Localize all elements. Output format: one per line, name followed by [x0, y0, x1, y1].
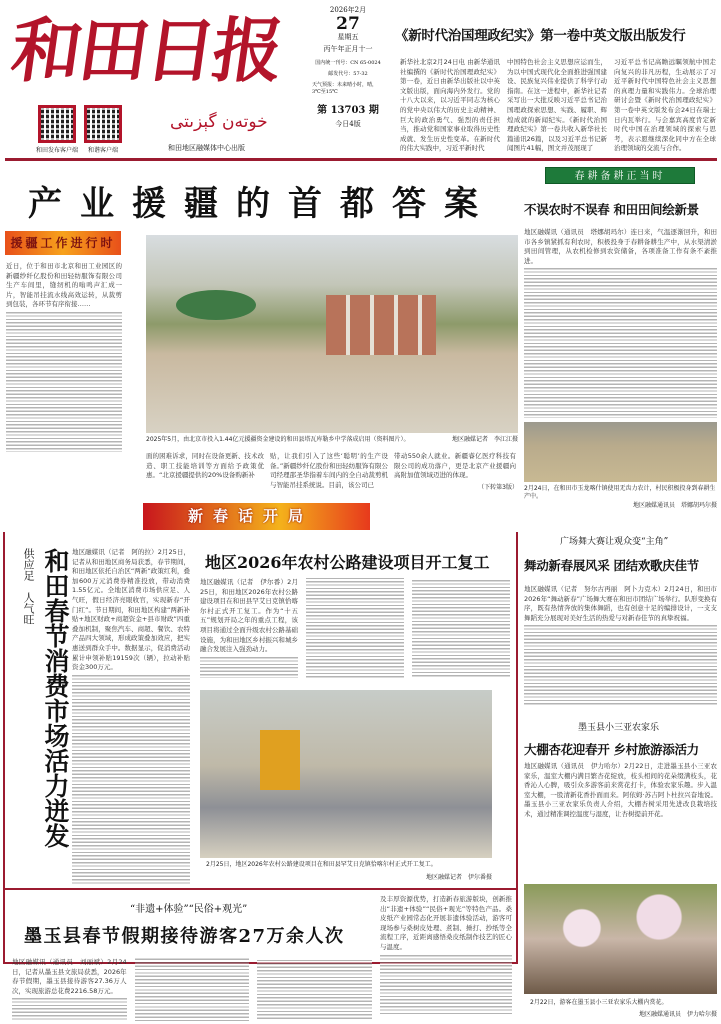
- lead-text: [6, 262, 122, 460]
- apricot-kicker: 墨玉县小三亚农家乐: [578, 723, 660, 733]
- lead-col: 面的困难诉求，同时在设备更新、技术改造、职工技能培训等方面给予政策优惠。“北京援疆提供的20%设备购新补: [146, 452, 264, 480]
- apricot-text: 地区融媒讯（通讯员 伊力哈尔）2月22日，走进墨玉县小三亚农家乐，温室大棚内满目繁杏花绽放，枝头相间的花朵缀满枝头，花香沁人心脾，吸引众多游客前来赏花打卡，体验农家乐趣。步入温室大棚，一股清新花香扑面而来。阿依姆·苏吉阿卜杜拉兴奋地说。墨玉县小三亚农家乐负责人介绍，大棚杏树采用先进改良栽培技术，通过精准调控温度与湿度，让杏树提前开花。: [524, 762, 717, 818]
- top-story-col: 中国特色社会主义思想应运而生，为以中国式现代化全面推进强国建设、民族复兴伟业提供了科学行动指南。在这一进程中，新华社记者采写出一大批反映习近平总书记治国理政探索思想、实践、履职、辉煌成就的新闻纪实。《新时代治国理政纪实》第一卷共收入新华社长篇通讯26篇，以及习近平总书记新闻图片41幅，图文并茂展现了: [507, 58, 607, 153]
- spring-farming-paragraph: 地区融媒讯（通讯员 塔娜胡玛尔）连日来，气温逐渐回升，和田市各乡镇紧抓有利农时，积极投身于春耕备耕生产中，从水渠清淤到田间管理，从农机检修到农资储备，各项准备工作有条不紊推进。: [524, 228, 717, 265]
- sports-field: [176, 290, 256, 320]
- road-paragraph: 地区融媒讯（记者 伊尔番）2月25日，和田地区2026年农村公路建设项目在和田县罕艾日克镇恰喀尔村正式开工复工。作为“十五五”规划开局之年的重点工程，该项目将通过全面升级农村公路基础设施，为和田地区乡村振兴和城乡融合发展注入强劲动力。: [200, 578, 298, 654]
- masthead-logo: 和田日报: [6, 9, 286, 92]
- consumption-headline[interactable]: 和田春节消费市场活力迸发: [41, 548, 70, 848]
- lead-col: 贴，让我们引入了这些‘聪明’的生产设备。”新疆纱纤亿股份和田轻纺服饰有限公司经理邵圣华指着车间内的全自动裁剪机与智能吊挂系统说。目前，该公司已: [270, 452, 388, 489]
- lead-paragraph: 近日，位于和田市北京和田工业园区的新疆纱纤亿股份和田轻纺服饰有限公司生产车间里，缝纫机的嗡鸣声汇成一片，智能吊挂流水线高效运转，从裁剪到包装，各环节有序衔接……: [6, 262, 122, 309]
- page-count: 今日4版: [335, 120, 361, 128]
- road-caption: 2月25日，地区2026年农村公路建设项目在和田县罕艾日克镇恰喀尔村正式开工复工。: [206, 861, 437, 868]
- lunar-date: 丙午年正月十一: [323, 45, 373, 53]
- qr-code-app[interactable]: [38, 105, 76, 143]
- tourism-paragraph: 地区融媒讯（通讯员 刘丽斌）2月24日，记者从墨玉县文旅局获悉，2026年春节假期，墨玉县接待游客27.36万人次，实现旅游总花费2216.58万元。: [12, 958, 127, 995]
- road-credit: 地区融媒记者 伊尔番摄: [425, 874, 492, 881]
- dance-paragraph: 地区融媒讯（记者 努尔古再丽 阿卜力克木）2月24日，和田市2026年“舞动新春”广场舞大赛在和田市团结广场举行。队形变换有序，既有热情奔放的集体舞蹈，也有创意十足的编排设计，一支支舞蹈充分展现对美好生活的热爱与对新春佳节的真挚祝福。: [524, 585, 717, 622]
- spring-farming-text: [524, 228, 717, 418]
- tourism-text: [12, 958, 372, 1022]
- postal-code: 邮发代号：57-32: [328, 71, 368, 77]
- uyghur-title: خوتەن گېزىتى: [170, 112, 268, 132]
- weather: 天气预报：未来晴小时，晴，3℃至15℃: [312, 82, 378, 95]
- spring-farming-credit: 地区融媒通讯员 塔娜胡玛尔摄: [632, 502, 717, 509]
- tourism-right-text: [380, 895, 512, 1023]
- road-text: [200, 578, 510, 686]
- apricot-headline[interactable]: 大棚杏花迎春开 乡村旅游添活力: [524, 742, 699, 757]
- spring-farming-photo: [524, 422, 717, 482]
- date-block: [312, 6, 384, 129]
- consumption-paragraph: 地区融媒讯（记者 阿的拉）2月25日，记者从和田地区商务局获悉，春节期间，和田地区依托自治区“两新”政策红利，叠加600万元消费券精准投放，带动消费1.55亿元。全地区消费市场供应足、人气旺，假日经济亮眼收官，实现新春“开门红”。节日期间，和田地区构建“两新补贴+地区财政+商超资金+县市财政”四重叠加机制，聚焦汽车、商超、餐饮、农特产品四大领域，形成政策叠加效应，把实惠送到群众手中。数据显示，促消费活动累计申领补贴19159次（辆），拉动补贴资金300万元。: [72, 548, 190, 672]
- banner-new-spring: [143, 503, 370, 530]
- publisher: 和田地区融媒体中心出版: [168, 144, 245, 152]
- masthead-rule: [5, 158, 717, 161]
- issue-number: 第 13703 期: [317, 105, 379, 116]
- lead-photo-industrial-park: [146, 235, 518, 433]
- consumption-text: [72, 548, 190, 880]
- dance-kicker: 广场舞大赛让观众变“主角”: [560, 537, 669, 547]
- cn-number: 国内统一刊号：CN 65-0024: [315, 60, 381, 66]
- buildings: [326, 295, 436, 355]
- dance-text: [524, 585, 717, 700]
- road-construction-photo: [200, 690, 492, 858]
- excavator: [260, 730, 300, 790]
- continued-note[interactable]: （下转第3版）: [478, 484, 518, 491]
- lead-headline[interactable]: 产业援疆的首都答案: [28, 184, 496, 224]
- spring-farming-caption: 2月24日，在和田市玉龙喀什镇使用无齿力农计，村民积极投身到春耕生产中。: [524, 485, 716, 500]
- spring-farming-headline[interactable]: 不误农时不误春 和田田间绘新景: [524, 202, 699, 217]
- dance-headline[interactable]: 舞动新春展风采 团结欢歌庆佳节: [524, 558, 699, 573]
- top-story-col: 习近平总书记高瞻远瞩领航中国走向复兴的非凡历程，生动展示了习近平新时代中国特色社会主义思想的真理力量和实践伟力。全球治理研讨会暨《新时代治国理政纪实》第一卷中英文版发布会24日在瑞士日内瓦举行。与会嘉宾高度肯定新时代中国在治理领域的探索与思考，表示愿继续深化同中方在全球治理领域的交流与合作。: [614, 58, 716, 153]
- date-year-month: 2026年2月: [329, 6, 367, 14]
- tourism-kicker: “非遗+体验”“民俗+观光”: [130, 904, 248, 915]
- top-story-headline[interactable]: 《新时代治国理政纪实》第一卷中英文版出版发行: [395, 28, 686, 44]
- apricot-caption: 2月22日，游客在墨玉县小三亚农家乐大棚内赏花。: [530, 999, 668, 1006]
- date-day: 27: [336, 14, 360, 34]
- frame-divider: [3, 888, 518, 890]
- tourism-right-paragraph: 及丰厚资源优势，打造新春旅游版块，创新推出“非遗+体验”“民俗+观光”等特色产品。桑皮纸产业园常态化开展非遗体验活动，游客可现场参与桑树皮处理、煮制、捶打、抄纸等全流程工序，近距离感悟桑皮纸制作技艺的匠心与温度。: [380, 895, 512, 951]
- tourism-headline[interactable]: 墨玉县春节假期接待游客27万余人次: [24, 926, 345, 947]
- consumption-kicker: 供应足 人气旺: [22, 548, 35, 625]
- qr-label: 和田发布客户端: [35, 147, 78, 154]
- road-headline[interactable]: 地区2026年农村公路建设项目开工复工: [205, 553, 490, 572]
- top-story-col: 新华社北京2月24日电 由新华通讯社编撰的《新时代治国理政纪实》第一卷，近日由新华出版社以中英文版出版，面向海内外发行。党的十八大以来，以习近平同志为核心的党中央以伟大的历史主动精神、巨大的政治勇气、强烈的责任担当，推动党和国家事业取得历史性成就、发生历史性变革。在新时代的伟大实践中，习近平新时代: [400, 58, 500, 153]
- qr-label: 和谐客户端: [87, 147, 118, 154]
- banner-new-spring-text: 新春话开局: [188, 507, 314, 525]
- weekday: 星期五: [337, 33, 359, 41]
- apricot-blossom-photo: [524, 884, 717, 994]
- lead-photo-credit: 地区融媒记者 李江江摄: [451, 436, 518, 443]
- apricot-credit: 地区融媒通讯员 伊力哈尔摄: [638, 1011, 717, 1018]
- qr-code-wechat[interactable]: [84, 105, 122, 143]
- badge-spring-farming: 春耕备耕正当时: [545, 167, 695, 184]
- lead-photo-caption: 2025年5月，由北京市投入1.44亿元援疆资金建设的和田县塔瓦库勒乡中学落成启用（资料图片）。: [146, 436, 410, 443]
- banner-aid-xinjiang: 援疆工作进行时: [5, 231, 121, 255]
- lead-col: 带动550余人就业。新疆睿亿医疗科技有限公司的成功落户，更是北京产业援疆向高附加值领域迈进的体现。: [394, 452, 516, 480]
